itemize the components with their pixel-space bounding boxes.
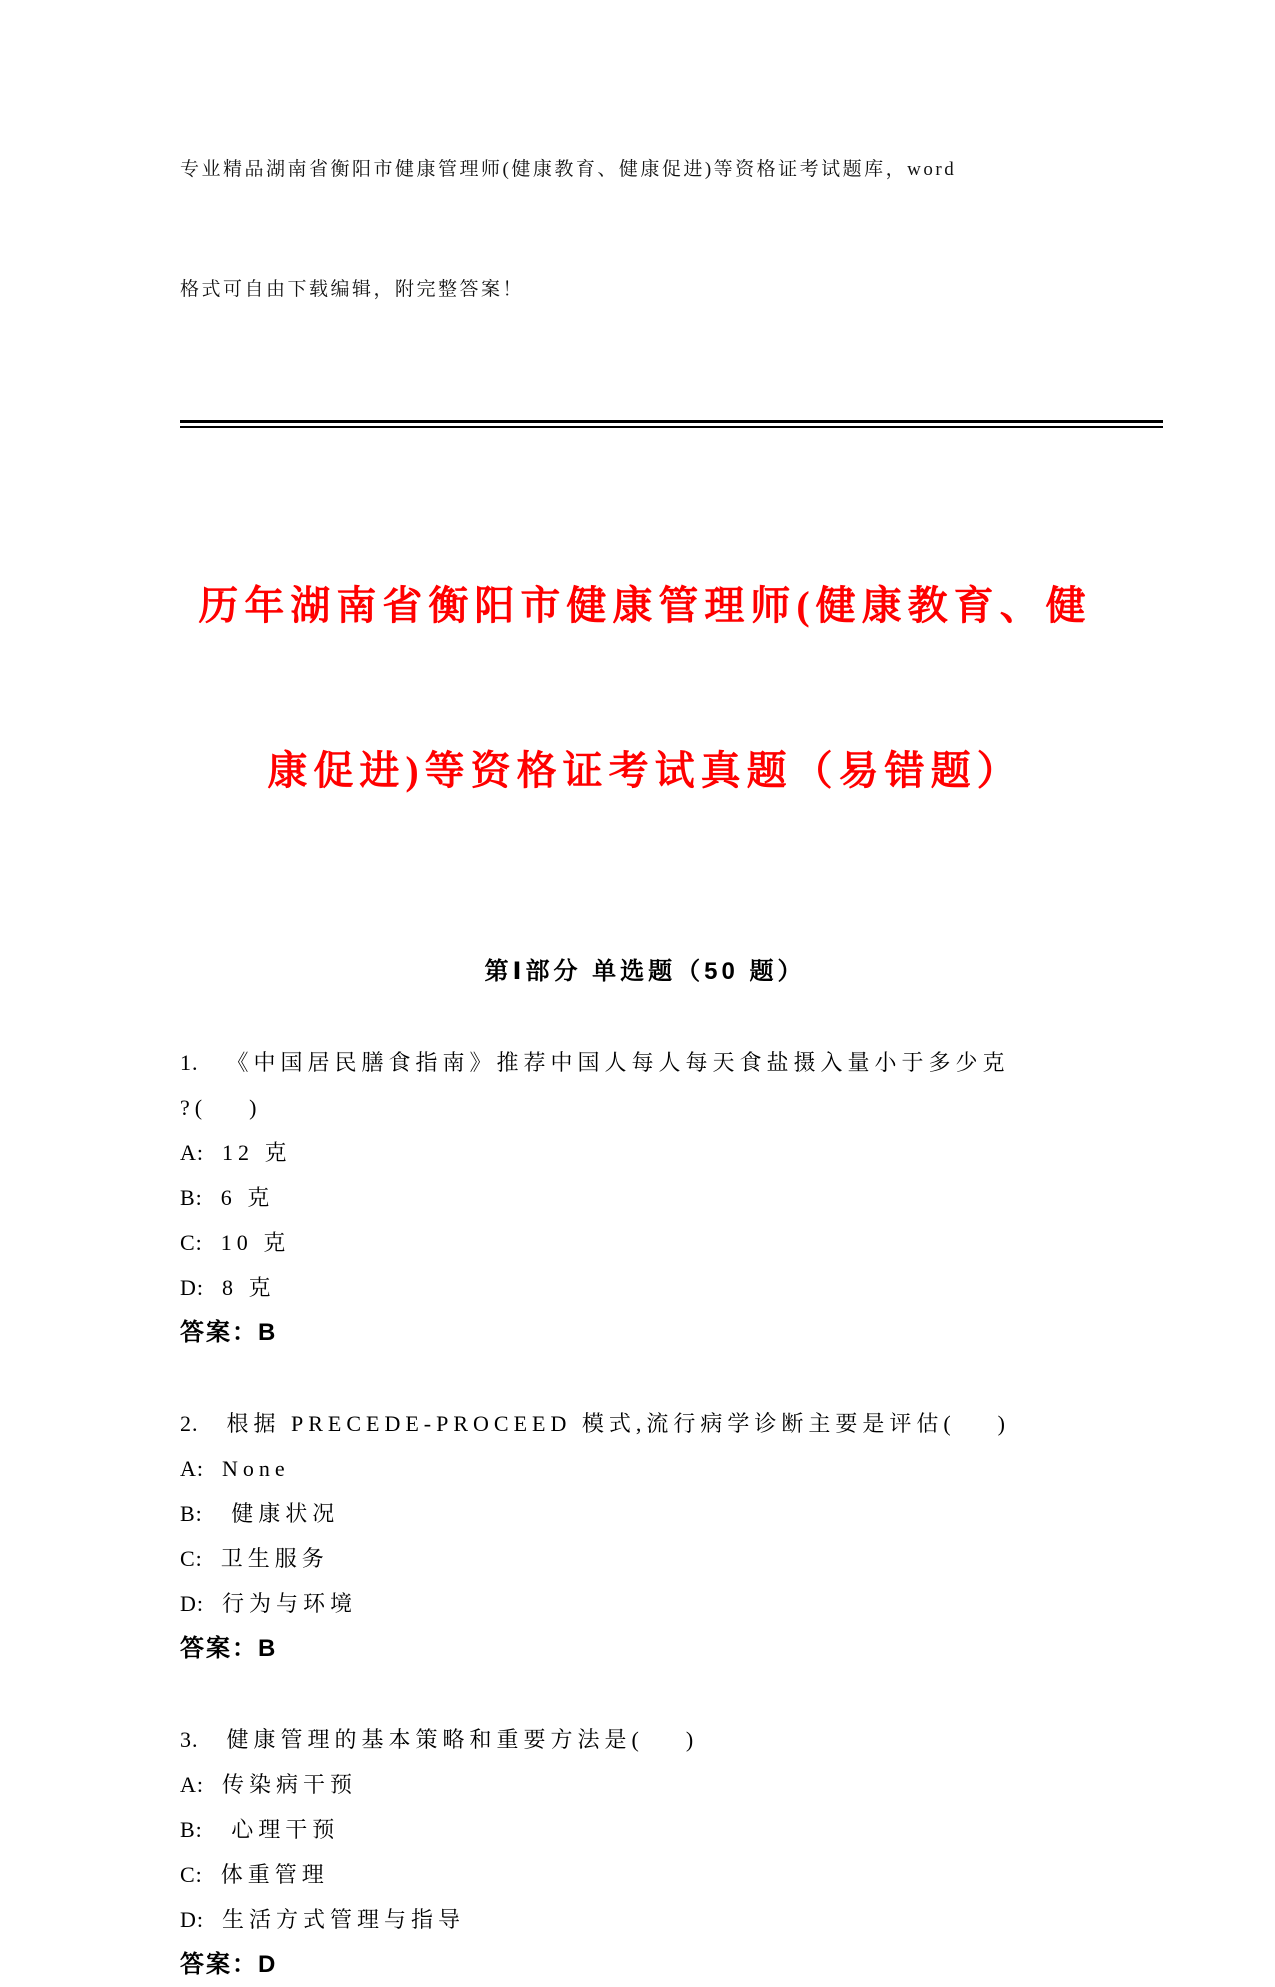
question-text-line: ?( )	[180, 1095, 262, 1120]
option-text: 8 克	[222, 1275, 276, 1300]
option-text: 传染病干预	[222, 1772, 358, 1797]
answer-value: B	[258, 1319, 278, 1346]
answer-label: 答案：	[180, 1951, 258, 1978]
answer-row	[180, 1310, 1110, 1355]
page-header-note	[180, 70, 1110, 390]
option-label: C:	[180, 1862, 203, 1887]
answer-row	[180, 1942, 1110, 1987]
question-text: 《中国居民膳食指南》推荐中国人每人每天食盐摄入量小于多少克	[226, 1050, 1010, 1075]
question-number: 1.	[180, 1050, 199, 1075]
option-label: B:	[180, 1185, 203, 1210]
option-b	[180, 1807, 1110, 1852]
option-a	[180, 1446, 1110, 1491]
option-text: 健康状况	[220, 1501, 340, 1526]
option-text: 生活方式管理与指导	[222, 1907, 466, 1932]
option-c	[180, 1852, 1110, 1897]
option-label: D:	[180, 1591, 204, 1616]
question-text: 根据 PRECEDE-PROCEED 模式,流行病学诊断主要是评估( )	[226, 1411, 1011, 1436]
option-text: 10 克	[220, 1230, 291, 1255]
option-b	[180, 1175, 1110, 1220]
option-label: D:	[180, 1907, 204, 1932]
question-text-line	[180, 1401, 1110, 1446]
option-label: C:	[180, 1546, 203, 1571]
question-text: 健康管理的基本策略和重要方法是( )	[226, 1727, 699, 1752]
option-d	[180, 1581, 1110, 1626]
question-block-3	[180, 1717, 1110, 1987]
option-label: A:	[180, 1456, 204, 1481]
option-label: B:	[180, 1501, 203, 1526]
option-b	[180, 1491, 1110, 1536]
option-label: D:	[180, 1275, 204, 1300]
question-number: 3.	[180, 1727, 199, 1752]
question-block-1	[180, 1040, 1110, 1355]
option-a	[180, 1130, 1110, 1175]
answer-row	[180, 1626, 1110, 1671]
option-text: 行为与环境	[222, 1591, 358, 1616]
option-label: A:	[180, 1140, 204, 1165]
option-text: 6 克	[220, 1185, 275, 1210]
question-number: 2.	[180, 1411, 199, 1436]
answer-label: 答案：	[180, 1319, 258, 1346]
option-text: 12 克	[222, 1140, 292, 1165]
option-text: 心理干预	[220, 1817, 340, 1842]
option-c	[180, 1220, 1110, 1265]
option-text: 体重管理	[220, 1862, 329, 1887]
option-a	[180, 1762, 1110, 1807]
document-title-line: 康促进)等资格证考试真题（易错题）	[267, 748, 1023, 793]
question-block-2	[180, 1401, 1110, 1671]
answer-value: B	[258, 1635, 278, 1662]
question-text-line	[180, 1717, 1110, 1762]
option-text: None	[222, 1456, 290, 1481]
option-label: A:	[180, 1772, 204, 1797]
option-d	[180, 1265, 1110, 1310]
question-text-line	[180, 1040, 1110, 1085]
option-text: 卫生服务	[220, 1546, 329, 1571]
option-c	[180, 1536, 1110, 1581]
document-title-line: 历年湖南省衡阳市健康管理师(健康教育、健	[198, 583, 1092, 628]
option-label: B:	[180, 1817, 203, 1842]
section-heading: 第Ⅰ部分 单选题（50 题）	[484, 958, 806, 985]
answer-value: D	[258, 1951, 278, 1978]
question-list	[180, 1040, 1110, 1987]
option-d	[180, 1897, 1110, 1942]
document-title	[180, 468, 1110, 908]
header-note-line: 专业精品湖南省衡阳市健康管理师(健康教育、健康促进)等资格证考试题库，word	[180, 159, 957, 180]
option-label: C:	[180, 1230, 203, 1255]
header-divider-rule	[180, 420, 1163, 428]
header-note-line: 格式可自由下载编辑，附完整答案！	[180, 279, 525, 300]
answer-label: 答案：	[180, 1635, 258, 1662]
